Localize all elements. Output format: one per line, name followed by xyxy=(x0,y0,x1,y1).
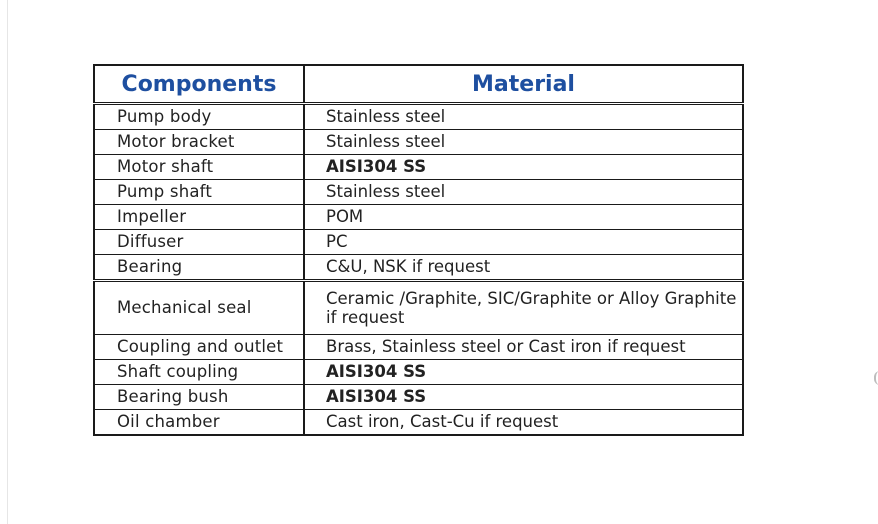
component-cell: Motor bracket xyxy=(94,130,304,155)
header-material: Material xyxy=(304,65,743,104)
material-cell: AISI304 SS xyxy=(304,360,743,385)
component-cell: Bearing bush xyxy=(94,385,304,410)
material-cell: Stainless steel xyxy=(304,180,743,205)
table-row xyxy=(94,360,743,385)
header-components: Components xyxy=(94,65,304,104)
material-cell: POM xyxy=(304,205,743,230)
component-cell: Oil chamber xyxy=(94,410,304,436)
material-cell: AISI304 SS xyxy=(304,155,743,180)
table-header-row xyxy=(94,65,743,104)
materials-table xyxy=(93,64,744,436)
table-row xyxy=(94,230,743,255)
table-row xyxy=(94,335,743,360)
table-row xyxy=(94,180,743,205)
component-cell: Diffuser xyxy=(94,230,304,255)
component-cell: Impeller xyxy=(94,205,304,230)
material-cell: Stainless steel xyxy=(304,130,743,155)
component-cell: Mechanical seal xyxy=(94,281,304,335)
material-cell: PC xyxy=(304,230,743,255)
table-row xyxy=(94,410,743,436)
component-cell: Motor shaft xyxy=(94,155,304,180)
material-cell: C&U, NSK if request xyxy=(304,255,743,281)
component-cell: Pump shaft xyxy=(94,180,304,205)
component-cell: Coupling and outlet xyxy=(94,335,304,360)
table-row xyxy=(94,130,743,155)
materials-table-container xyxy=(93,64,742,436)
component-cell: Pump body xyxy=(94,104,304,130)
component-cell: Bearing xyxy=(94,255,304,281)
table-row xyxy=(94,281,743,335)
table-row xyxy=(94,205,743,230)
table-row xyxy=(94,104,743,130)
material-cell: Stainless steel xyxy=(304,104,743,130)
material-cell: Ceramic /Graphite, SIC/Graphite or Alloy Graphite if request xyxy=(304,281,743,335)
material-cell: AISI304 SS xyxy=(304,385,743,410)
edge-bracket-mark xyxy=(874,371,878,385)
table-row xyxy=(94,385,743,410)
page-edge-rule xyxy=(7,0,8,524)
material-cell: Cast iron, Cast-Cu if request xyxy=(304,410,743,436)
material-cell: Brass, Stainless steel or Cast iron if request xyxy=(304,335,743,360)
component-cell: Shaft coupling xyxy=(94,360,304,385)
table-row xyxy=(94,155,743,180)
table-row xyxy=(94,255,743,281)
